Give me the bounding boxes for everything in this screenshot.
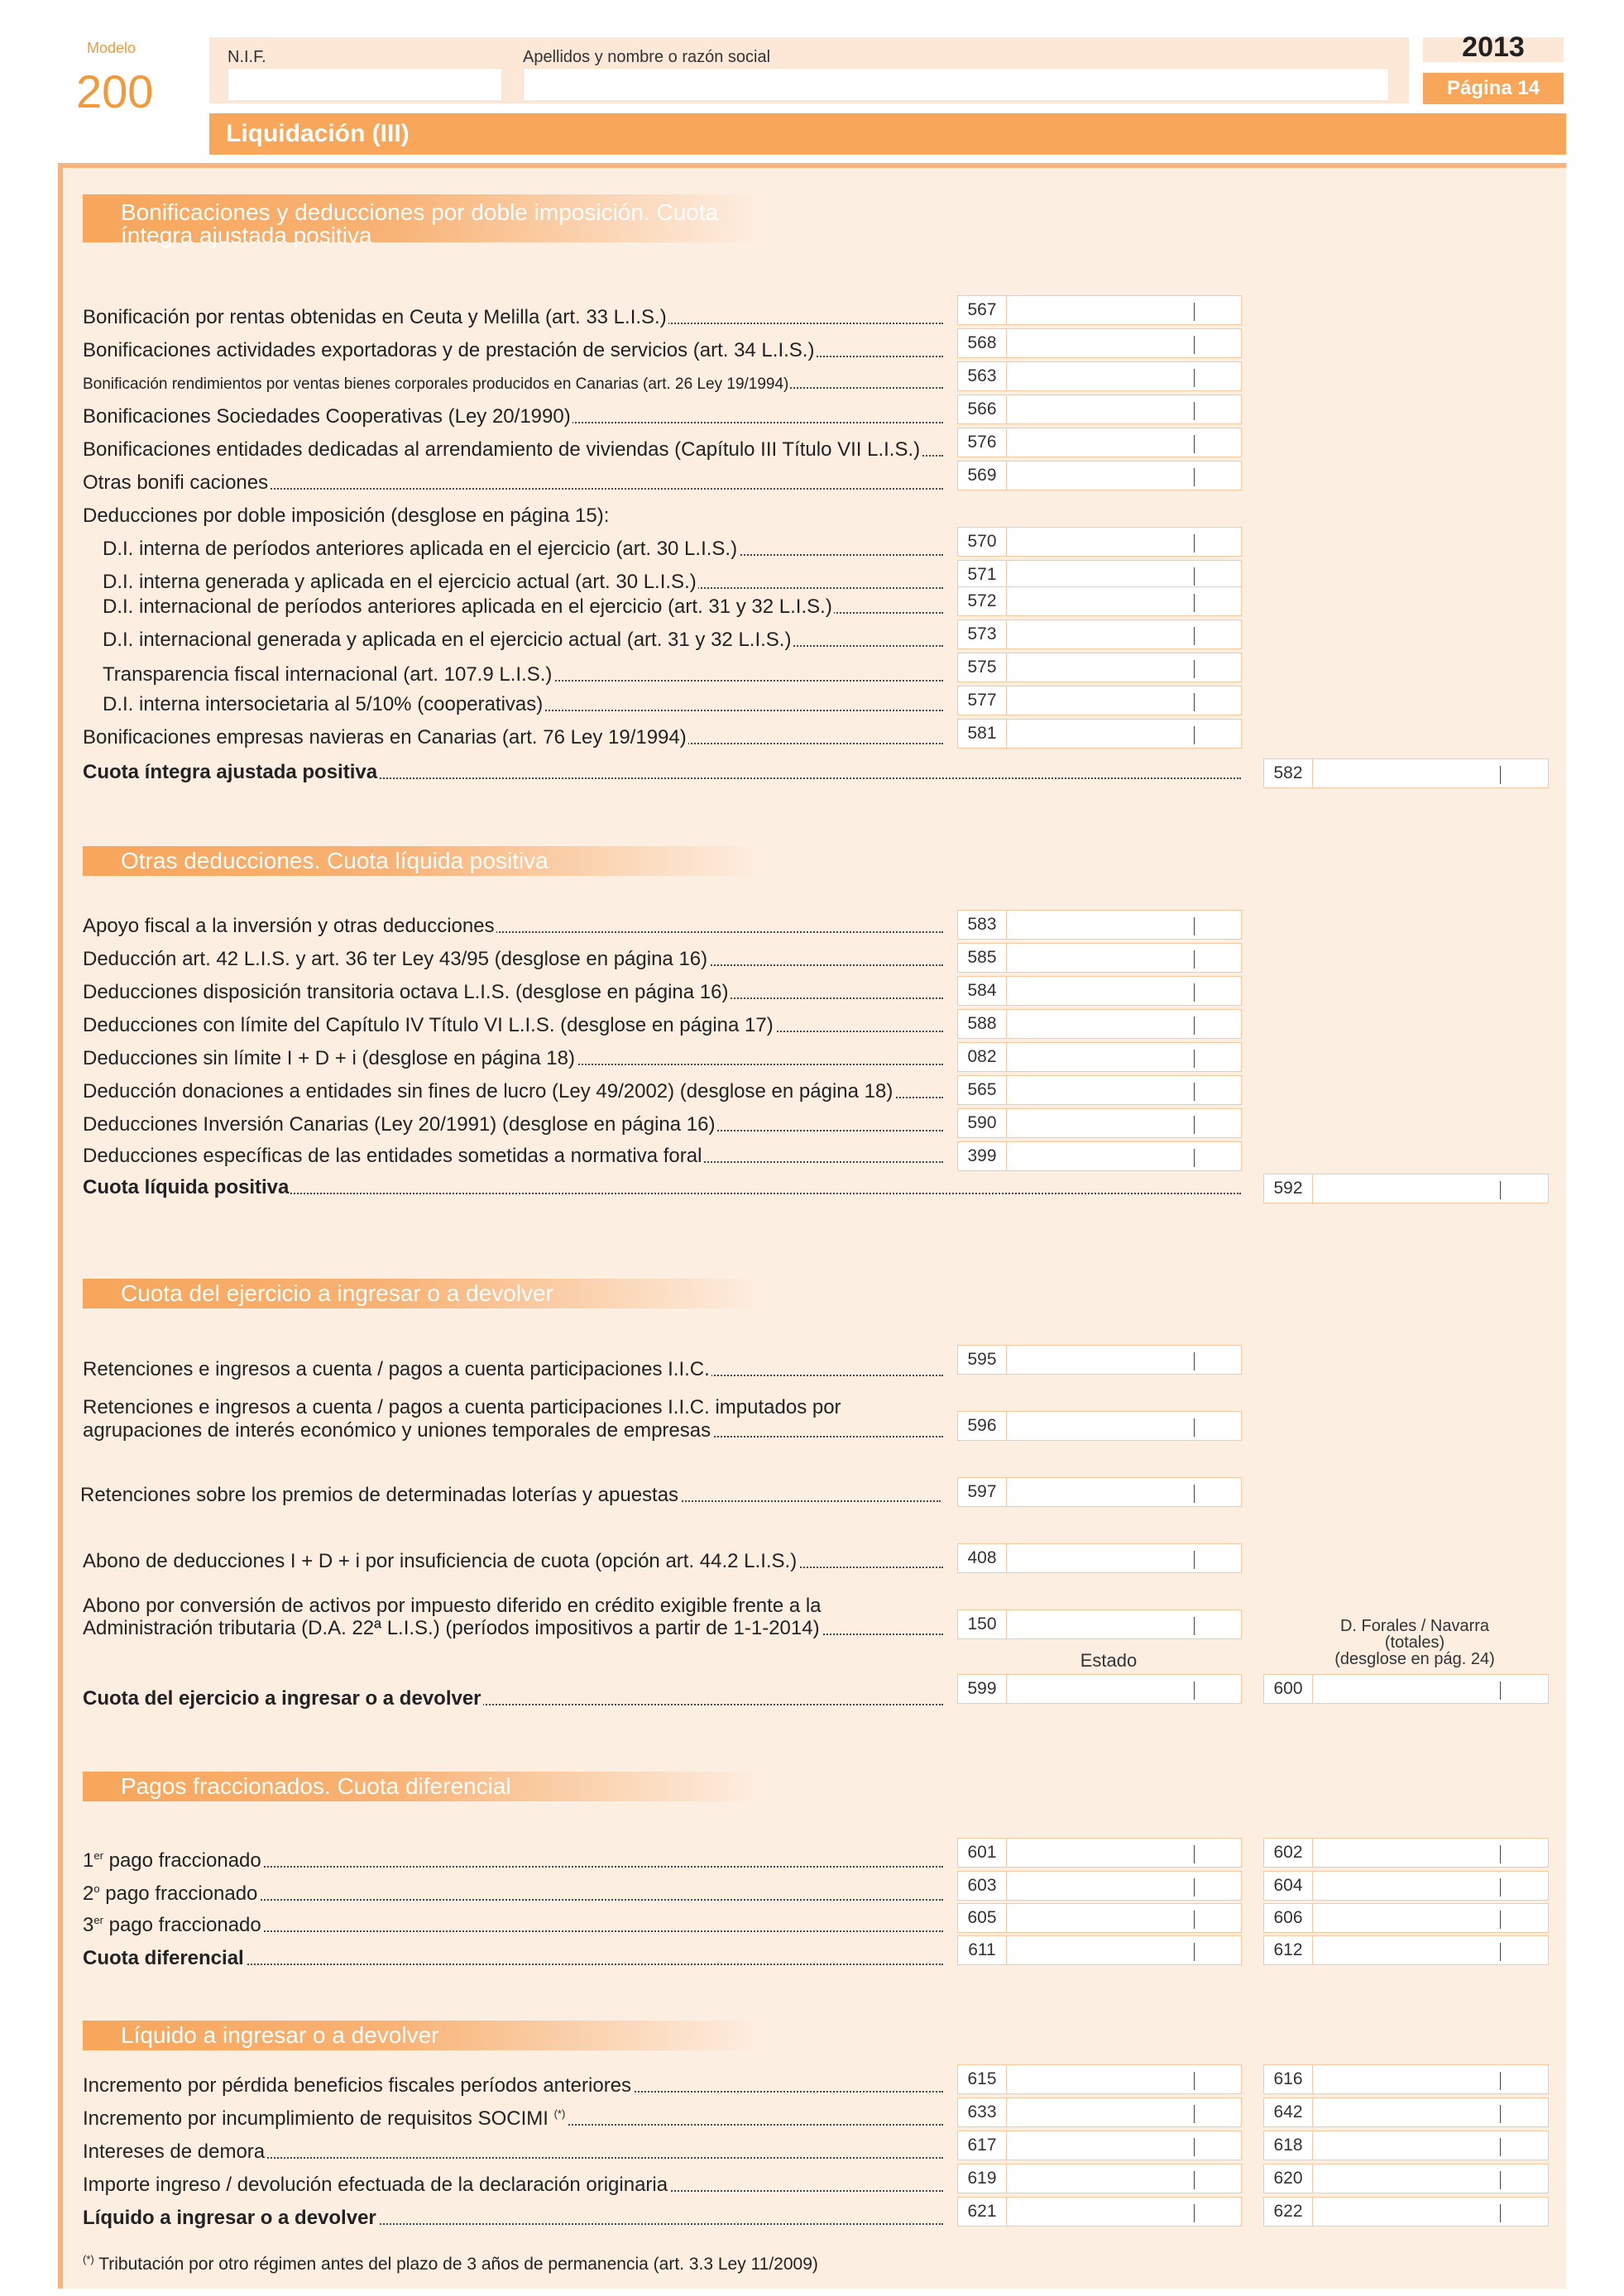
field-584-code: 584: [958, 977, 1007, 1005]
row-577-text: D.I. interna intersocietaria al 5/10% (cooperativas): [103, 693, 544, 715]
field-585[interactable]: [957, 943, 1242, 973]
field-617-code: 617: [958, 2131, 1007, 2160]
field-611-code: 611: [958, 1936, 1007, 1964]
row-595-label: [83, 1358, 943, 1381]
row-619-label: [83, 2174, 943, 2197]
field-602[interactable]: [1263, 1838, 1549, 1868]
field-572[interactable]: [957, 586, 1242, 616]
field-563-code: 563: [958, 362, 1007, 390]
field-596-code: 596: [958, 1412, 1007, 1440]
col-estado: Estado: [1080, 1650, 1138, 1671]
field-583[interactable]: [957, 910, 1242, 940]
field-603-code: 603: [958, 1872, 1007, 1900]
footnote-text: Tributación por otro régimen antes del plazo de 3 años de permanencia (art. 3.3 Ley 11/2009): [98, 2255, 818, 2274]
row-566-text: Bonificaciones Sociedades Cooperativas (Ley 20/1990): [83, 405, 571, 428]
deducciones-header: Deducciones por doble imposición (desglose en página 15):: [83, 505, 610, 527]
row-596-text: agrupaciones de interés económico y uniones temporales de empresas: [83, 1419, 711, 1442]
row-605-sup: er: [93, 1914, 103, 1926]
name-field[interactable]: [523, 68, 1389, 101]
row-572-label: [103, 596, 943, 619]
field-571-code: 571: [958, 561, 1007, 589]
row-590-text: Deducciones Inversión Canarias (Ley 20/1991) (desglose en página 16): [83, 1113, 716, 1136]
row-583-label: [83, 915, 943, 938]
field-617[interactable]: [957, 2131, 1242, 2160]
field-621[interactable]: [957, 2197, 1242, 2227]
field-573-code: 573: [958, 620, 1007, 648]
nif-field[interactable]: [228, 68, 502, 101]
row-568-text: Bonificaciones actividades exportadoras y de prestación de servicios (art. 34 L.I.S.): [83, 339, 815, 361]
field-611[interactable]: [957, 1935, 1242, 1965]
field-642-code: 642: [1264, 2098, 1313, 2126]
row-590-label: [83, 1113, 943, 1136]
row-592-label: [83, 1176, 1241, 1199]
row-570-text: D.I. interna de períodos anteriores aplicada en el ejercicio (art. 30 L.I.S.): [103, 538, 738, 560]
section-bonificaciones-title: Bonificaciones y deducciones por doble imposición. Cuota íntegra ajustada positiva: [83, 194, 761, 242]
row-611-label: [83, 1947, 943, 1970]
row-588-label: [83, 1014, 943, 1037]
col-forales-2: (totales): [1384, 1634, 1445, 1652]
field-568-code: 568: [958, 329, 1007, 357]
row-570-label: [103, 538, 943, 561]
field-606[interactable]: [1263, 1903, 1549, 1933]
field-597-code: 597: [958, 1478, 1007, 1506]
field-563[interactable]: [957, 361, 1242, 391]
row-605-ordinal: 3: [83, 1914, 94, 1936]
row-408-label: [83, 1550, 943, 1573]
page-number: Página 14: [1423, 73, 1564, 104]
row-603-desc: pago fraccionado: [105, 1882, 258, 1905]
row-565-text: Deducción donaciones a entidades sin fines de lucro (Ley 49/2002) (desglose en página 18): [83, 1080, 893, 1103]
field-565-code: 565: [958, 1076, 1007, 1104]
row-568-label: [83, 339, 943, 362]
field-576-code: 576: [958, 428, 1007, 457]
field-602-code: 602: [1264, 1839, 1313, 1867]
field-616-code: 616: [1264, 2065, 1313, 2093]
row-582-text: Cuota íntegra ajustada positiva: [83, 761, 378, 783]
row-599-text: Cuota del ejercicio a ingresar o a devolver: [83, 1687, 481, 1710]
field-577-code: 577: [958, 686, 1007, 715]
row-572-text: D.I. internacional de períodos anteriores aplicada en el ejercicio (art. 31 y 32 L.I.S.): [103, 596, 832, 618]
field-581-code: 581: [958, 720, 1007, 748]
row-603-text: [83, 1882, 259, 1905]
field-569-code: 569: [958, 462, 1007, 490]
row-601-desc: pago fraccionado: [108, 1849, 261, 1872]
row-082-label: [83, 1047, 943, 1070]
field-606-code: 606: [1264, 1904, 1313, 1932]
section-pagos-title: Pagos fraccionados. Cuota diferencial: [83, 1772, 761, 1801]
field-604[interactable]: [1263, 1871, 1549, 1901]
field-590-code: 590: [958, 1109, 1007, 1137]
field-575-code: 575: [958, 653, 1007, 682]
field-612[interactable]: [1263, 1935, 1549, 1965]
row-617-label: [83, 2141, 943, 2164]
field-619[interactable]: [957, 2164, 1242, 2193]
row-621-text: Líquido a ingresar o a devolver: [83, 2207, 376, 2229]
field-615[interactable]: [957, 2064, 1242, 2094]
field-570[interactable]: [957, 527, 1242, 557]
row-603-sup: o: [93, 1882, 100, 1895]
row-615-text: Incremento por pérdida beneficios fiscales períodos anteriores: [83, 2074, 632, 2097]
section-cuota-title: Cuota del ejercicio a ingresar o a devolver: [83, 1279, 761, 1308]
field-573[interactable]: [957, 619, 1242, 649]
page-title: Liquidación (III): [209, 113, 1566, 155]
field-588-code: 588: [958, 1010, 1007, 1038]
field-615-code: 615: [958, 2065, 1007, 2093]
row-596-label: [83, 1419, 943, 1442]
field-592[interactable]: [1263, 1174, 1549, 1203]
field-619-code: 619: [958, 2164, 1007, 2193]
field-621-code: 621: [958, 2198, 1007, 2226]
row-576-label: [83, 438, 943, 462]
field-565[interactable]: [957, 1075, 1242, 1105]
field-618-code: 618: [1264, 2131, 1313, 2160]
footnote-mark: (*): [83, 2253, 94, 2265]
field-618[interactable]: [1263, 2131, 1549, 2160]
field-597[interactable]: [957, 1477, 1242, 1507]
row-566-label: [83, 405, 943, 428]
row-619-text: Importe ingreso / devolución efectuada de la declaración originaria: [83, 2174, 668, 2196]
row-082-text: Deducciones sin límite I + D + i (desglose en página 18): [83, 1047, 575, 1069]
row-601-text: [83, 1849, 263, 1872]
field-150-code: 150: [958, 1610, 1007, 1638]
field-600[interactable]: [1263, 1674, 1549, 1704]
row-601-sup: er: [93, 1849, 103, 1862]
row-603-ordinal: 2: [83, 1882, 94, 1905]
field-582[interactable]: [1263, 758, 1549, 788]
row-617-text: Intereses de demora: [83, 2141, 266, 2163]
row-577-label: [103, 693, 943, 716]
row-584-label: [83, 981, 943, 1004]
field-600-code: 600: [1264, 1675, 1313, 1703]
row-569-label: [83, 471, 943, 495]
field-082-code: 082: [958, 1043, 1007, 1071]
field-605-code: 605: [958, 1904, 1007, 1932]
row-633-text: [83, 2107, 567, 2130]
field-571[interactable]: [957, 560, 1242, 590]
nif-label: N.I.F.: [228, 48, 266, 66]
field-642[interactable]: [1263, 2097, 1549, 2127]
row-573-label: [103, 629, 943, 652]
field-568[interactable]: [957, 328, 1242, 358]
row-567-text: Bonificación por rentas obtenidas en Ceuta y Melilla (art. 33 L.I.S.): [83, 306, 667, 328]
row-573-text: D.I. internacional generada y aplicada en el ejercicio actual (art. 31 y 32 L.I.S.): [103, 629, 792, 651]
row-581-text: Bonificaciones empresas navieras en Canarias (art. 76 Ley 19/1994): [83, 726, 687, 749]
field-595[interactable]: [957, 1345, 1242, 1375]
field-616[interactable]: [1263, 2064, 1549, 2094]
field-612-code: 612: [1264, 1936, 1313, 1964]
row-150-label: [83, 1617, 943, 1640]
field-567[interactable]: [957, 295, 1242, 325]
field-599-code: 599: [958, 1675, 1007, 1703]
col-forales-3: (desglose en pág. 24): [1334, 1650, 1495, 1668]
row-633-sup: (*): [553, 2107, 566, 2120]
field-150[interactable]: [957, 1610, 1242, 1639]
field-082[interactable]: [957, 1042, 1242, 1072]
row-599-label: [83, 1687, 943, 1710]
row-601-label: [83, 1849, 943, 1873]
footnote: [83, 2253, 818, 2274]
field-605[interactable]: [957, 1903, 1242, 1933]
row-605-text: [83, 1914, 263, 1936]
field-584[interactable]: [957, 976, 1242, 1006]
row-585-text: Deducción art. 42 L.I.S. y art. 36 ter Ley 43/95 (desglose en página 16): [83, 948, 708, 970]
row-592-text: Cuota líquida positiva: [83, 1176, 290, 1198]
field-622[interactable]: [1263, 2197, 1549, 2227]
row-633-label: [83, 2107, 943, 2131]
field-604-code: 604: [1264, 1872, 1313, 1900]
row-595-text: Retenciones e ingresos a cuenta / pagos a cuenta participaciones I.I.C.: [83, 1358, 710, 1380]
row-596-label-1: Retenciones e ingresos a cuenta / pagos a cuenta participaciones I.I.C. imputados por: [83, 1396, 841, 1418]
modelo-label: Modelo: [87, 40, 137, 56]
row-605-desc: pago fraccionado: [108, 1914, 261, 1936]
field-592-code: 592: [1264, 1174, 1313, 1203]
field-620[interactable]: [1263, 2164, 1549, 2193]
field-567-code: 567: [958, 296, 1007, 324]
field-595-code: 595: [958, 1346, 1007, 1374]
field-399[interactable]: [957, 1141, 1242, 1171]
row-575-label: [103, 663, 943, 686]
row-399-text: Deducciones específicas de las entidades sometidas a normativa foral: [83, 1145, 702, 1167]
field-601[interactable]: [957, 1838, 1242, 1868]
row-571-text: D.I. interna generada y aplicada en el ejercicio actual (art. 30 L.I.S.): [103, 571, 697, 593]
field-566-code: 566: [958, 395, 1007, 423]
row-605-label: [83, 1914, 943, 1937]
field-399-code: 399: [958, 1142, 1007, 1170]
field-588[interactable]: [957, 1009, 1242, 1039]
field-599[interactable]: [957, 1674, 1242, 1704]
field-408[interactable]: [957, 1543, 1242, 1573]
row-583-text: Apoyo fiscal a la inversión y otras deducciones: [83, 915, 495, 937]
field-577[interactable]: [957, 686, 1242, 715]
field-570-code: 570: [958, 528, 1007, 556]
row-567-label: [83, 306, 943, 329]
row-150-text: Administración tributaria (D.A. 22ª L.I.S.) (períodos impositivos a partir de 1-1-2014): [83, 1617, 820, 1639]
row-399-label: [83, 1145, 943, 1168]
section-otras-title: Otras deducciones. Cuota líquida positiva: [83, 846, 761, 876]
row-571-label: [103, 571, 943, 594]
row-569-text: Otras bonifi caciones: [83, 471, 269, 494]
field-576[interactable]: [957, 428, 1242, 457]
field-575[interactable]: [957, 653, 1242, 682]
row-597-text: Retenciones sobre los premios de determinadas loterías y apuestas: [80, 1484, 679, 1506]
field-581[interactable]: [957, 719, 1242, 749]
row-621-label: [83, 2207, 943, 2230]
field-583-code: 583: [958, 911, 1007, 939]
field-408-code: 408: [958, 1544, 1007, 1572]
row-603-label: [83, 1882, 943, 1906]
field-603[interactable]: [957, 1871, 1242, 1901]
row-611-text: Cuota diferencial: [83, 1947, 244, 1969]
field-566[interactable]: [957, 395, 1242, 424]
modelo-number: 200: [76, 65, 154, 117]
row-584-text: Deducciones disposición transitoria octava L.I.S. (desglose en página 16): [83, 981, 729, 1003]
row-633-desc: Incremento por incumplimiento de requisitos SOCIMI: [83, 2107, 549, 2130]
field-585-code: 585: [958, 944, 1007, 972]
field-590[interactable]: [957, 1108, 1242, 1138]
row-597-label: [80, 1484, 941, 1507]
field-633[interactable]: [957, 2097, 1242, 2127]
row-582-label: [83, 761, 1241, 784]
name-label: Apellidos y nombre o razón social: [523, 48, 771, 66]
field-633-code: 633: [958, 2098, 1007, 2126]
col-forales-1: D. Forales / Navarra: [1339, 1617, 1490, 1635]
year: 2013: [1462, 31, 1525, 63]
row-576-text: Bonificaciones entidades dedicadas al arrendamiento de viviendas (Capítulo III Título VII L.I.S.): [83, 438, 921, 461]
field-596[interactable]: [957, 1411, 1242, 1441]
row-575-text: Transparencia fiscal internacional (art. 107.9 L.I.S.): [103, 663, 553, 686]
field-572-code: 572: [958, 587, 1007, 615]
row-565-label: [83, 1080, 943, 1103]
row-150-label-1: Abono por conversión de activos por impuesto diferido en crédito exigible frente a la: [83, 1595, 822, 1617]
row-563-label: [83, 375, 943, 394]
section-liquido-title: Líquido a ingresar o a devolver: [83, 2021, 761, 2050]
row-408-text: Abono de deducciones I + D + i por insuficiencia de cuota (opción art. 44.2 L.I.S.): [83, 1550, 798, 1572]
field-582-code: 582: [1264, 759, 1313, 787]
row-585-label: [83, 948, 943, 971]
field-569[interactable]: [957, 461, 1242, 490]
row-581-label: [83, 726, 943, 749]
row-615-label: [83, 2074, 943, 2097]
field-622-code: 622: [1264, 2198, 1313, 2226]
field-601-code: 601: [958, 1839, 1007, 1867]
field-620-code: 620: [1264, 2164, 1313, 2193]
row-563-text: Bonificación rendimientos por ventas bienes corporales producidos en Canarias (art. 26 Ley 19/1994): [83, 375, 789, 393]
row-588-text: Deducciones con límite del Capítulo IV Título VI L.I.S. (desglose en página 17): [83, 1014, 774, 1036]
row-601-ordinal: 1: [83, 1849, 94, 1872]
